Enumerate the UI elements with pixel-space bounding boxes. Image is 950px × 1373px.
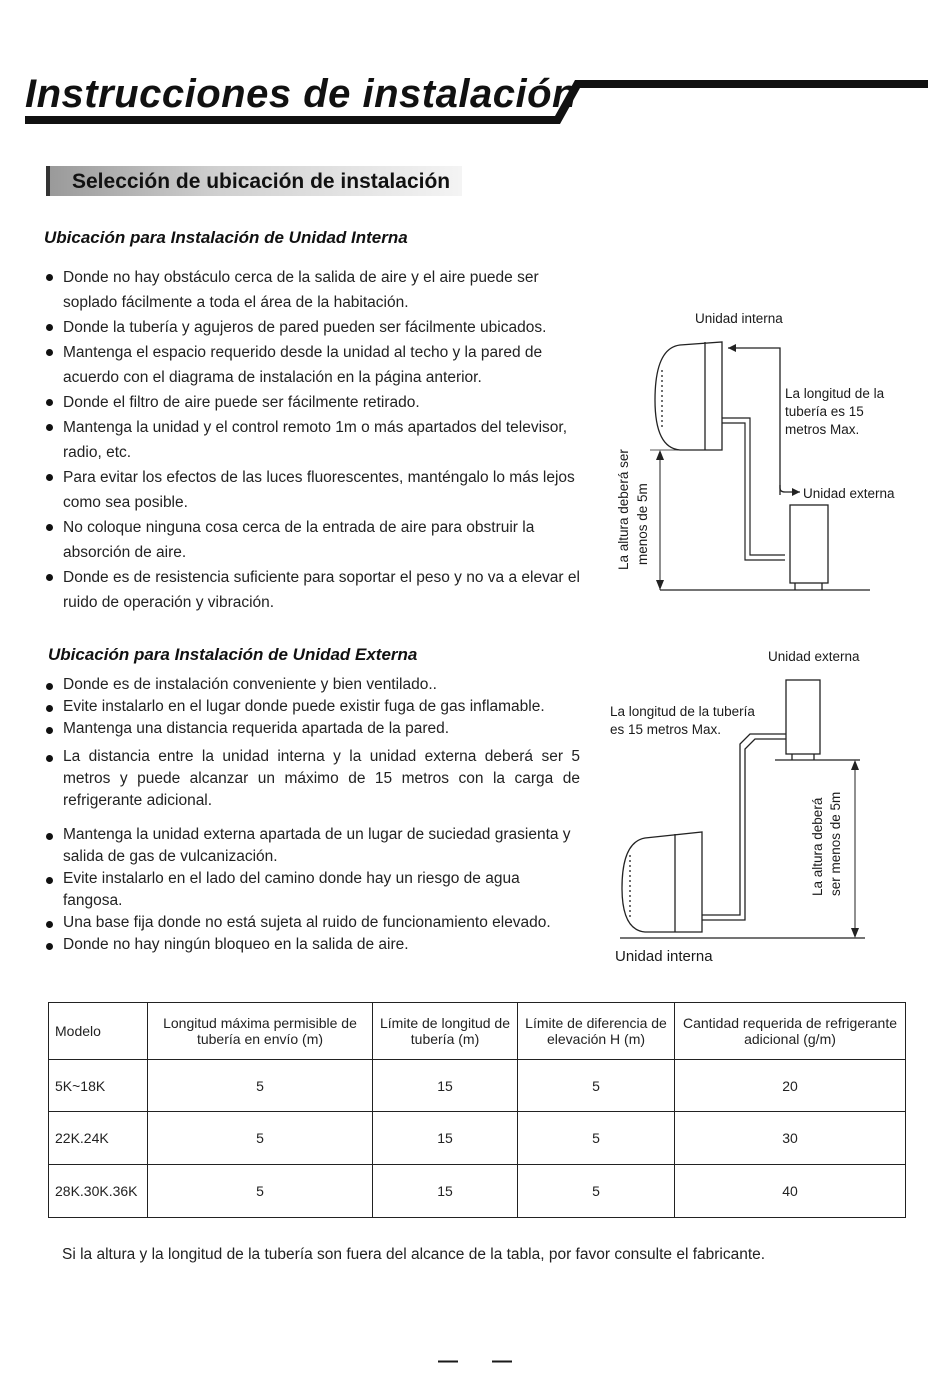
diagram2-label-pipe-2: es 15 metros Max.: [610, 722, 722, 737]
list-item: Donde no hay ningún bloqueo en la salida de aire.: [46, 934, 580, 956]
internal-bullet-list: [46, 265, 580, 615]
list-item: Mantenga la unidad y el control remoto 1m o más apartados del televisor, radio, etc.: [46, 415, 580, 465]
diagram2-label-pipe-1: La longitud de la tubería: [610, 704, 755, 719]
indoor-unit-shape: [655, 342, 722, 450]
indoor-unit-shape: [622, 832, 702, 932]
list-item: Donde el filtro de aire puede ser fácilmente retirado.: [46, 390, 580, 415]
footnote: Si la altura y la longitud de la tubería son fuera del alcance de la tabla, por favor consulte el fabricante.: [62, 1246, 766, 1263]
list-item: No coloque ninguna cosa cerca de la entrada de aire para obstruir la absorción de aire.: [46, 515, 580, 565]
table-header-row: [49, 1003, 906, 1060]
table-cell: 22K.24K: [49, 1112, 148, 1165]
external-heading: Ubicación para Instalación de Unidad Externa: [48, 645, 418, 664]
table-cell: 5: [148, 1060, 373, 1112]
diagram2-label-indoor: Unidad interna: [615, 948, 713, 965]
diagram1-label-pipe-3: metros Max.: [785, 422, 860, 437]
title-underline: [0, 0, 950, 130]
internal-heading: Ubicación para Instalación de Unidad Interna: [44, 228, 408, 247]
table-row: [49, 1112, 906, 1165]
table-row: [49, 1060, 906, 1112]
table-header-cell: Límite de diferencia de elevación H (m): [518, 1003, 675, 1060]
table-cell: 5K~18K: [49, 1060, 148, 1112]
diagram-indoor-high: [600, 300, 940, 610]
table-cell: 15: [373, 1060, 518, 1112]
page-mark-left: —: [438, 1350, 458, 1372]
external-bullet-list: [46, 674, 580, 956]
diagram2-label-outdoor: Unidad externa: [768, 649, 860, 664]
list-item: Mantenga la unidad externa apartada de un lugar de suciedad grasienta y salida de gas de vulcanización.: [46, 824, 580, 868]
list-item: Donde es de instalación conveniente y bien ventilado..: [46, 674, 580, 696]
diagram1-label-pipe-2: tubería es 15: [785, 404, 864, 419]
list-item: Evite instalarlo en el lugar donde puede existir fuga de gas inflamable.: [46, 696, 580, 718]
list-item: Para evitar los efectos de las luces fluorescentes, manténgalo lo más lejos como sea posible.: [46, 465, 580, 515]
table-cell: 40: [675, 1165, 906, 1218]
diagram-outdoor-high: [600, 640, 940, 970]
table-cell: 5: [148, 1112, 373, 1165]
diagram2-label-height-2: ser menos de 5m: [828, 791, 843, 896]
list-item: Mantenga una distancia requerida apartada de la pared.: [46, 718, 580, 740]
diagram1-label-outdoor: Unidad externa: [803, 486, 895, 501]
table-header-cell: Límite de longitud de tubería (m): [373, 1003, 518, 1060]
list-item: Evite instalarlo en el lado del camino donde hay un riesgo de agua fangosa.: [46, 868, 580, 912]
table-cell: 5: [148, 1165, 373, 1218]
list-item: Donde no hay obstáculo cerca de la salida de aire y el aire puede ser soplado fácilmente a toda el área de la habitación.: [46, 265, 580, 315]
diagram1-label-height-2: menos de 5m: [635, 483, 650, 565]
outdoor-unit-shape: [790, 505, 828, 583]
diagram1-label-height-1: La altura deberá ser: [616, 449, 631, 570]
table-cell: 5: [518, 1060, 675, 1112]
page-title: Instrucciones de instalación: [25, 72, 577, 116]
list-item: Mantenga el espacio requerido desde la unidad al techo y la pared de acuerdo con el diagrama de instalación en la página anterior.: [46, 340, 580, 390]
table-row: [49, 1165, 906, 1218]
table-cell: 28K.30K.36K: [49, 1165, 148, 1218]
section-title: Selección de ubicación de instalación: [72, 170, 451, 193]
outdoor-unit-shape: [786, 680, 820, 754]
table-header-cell: Longitud máxima permisible de tubería en envío (m): [148, 1003, 373, 1060]
table-cell: 5: [518, 1165, 675, 1218]
table-cell: 15: [373, 1165, 518, 1218]
list-item: La distancia entre la unidad interna y la unidad externa deberá ser 5 metros y puede alcanzar un máximo de 15 metros con la carga de refrigerante adicional.: [46, 746, 580, 812]
list-item: Donde es de resistencia suficiente para soportar el peso y no va a elevar el ruido de operación y vibración.: [46, 565, 580, 615]
list-item: Donde la tubería y agujeros de pared pueden ser fácilmente ubicados.: [46, 315, 580, 340]
diagram2-label-height-1: La altura deberá: [810, 797, 825, 896]
table-cell: 30: [675, 1112, 906, 1165]
diagram1-label-indoor: Unidad interna: [695, 311, 783, 326]
table-cell: 15: [373, 1112, 518, 1165]
table-header-cell: Cantidad requerida de refrigerante adicional (g/m): [675, 1003, 906, 1060]
page-mark-right: —: [492, 1350, 512, 1372]
spec-table: [48, 1002, 906, 1218]
table-cell: 20: [675, 1060, 906, 1112]
table-header-cell: Modelo: [49, 1003, 148, 1060]
diagram1-label-pipe-1: La longitud de la: [785, 386, 885, 401]
table-cell: 5: [518, 1112, 675, 1165]
list-item: Una base fija donde no está sujeta al ruido de funcionamiento elevado.: [46, 912, 580, 934]
